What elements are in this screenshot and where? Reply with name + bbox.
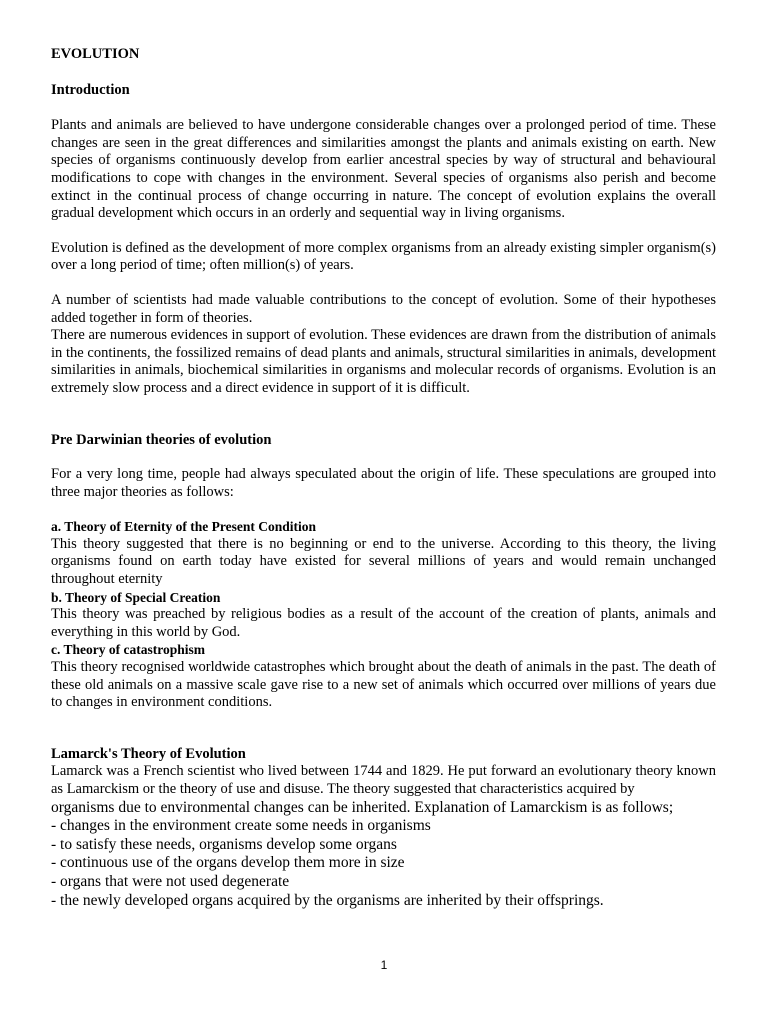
pre-darwinian-heading: Pre Darwinian theories of evolution xyxy=(51,431,272,448)
pre-darwinian-intro: For a very long time, people had always speculated about the origin of life. These speculations are grouped into three major theories as follows: xyxy=(51,466,716,500)
lamarck-heading: Lamarck's Theory of Evolution xyxy=(51,745,246,762)
intro-paragraph-4: There are numerous evidences in support of evolution. These evidences are drawn from the distribution of animals in the continents, the fossilized remains of dead plants and animals, structural similarities in animals, development similarities in animals, biochemical similarities in organisms and molecular records of organisms. Evolution is an extremely slow process and a direct evidence in support of it is difficult. xyxy=(51,327,716,396)
page-number: 1 xyxy=(380,958,388,972)
document-title: EVOLUTION xyxy=(51,46,140,62)
intro-paragraph-1: Plants and animals are believed to have undergone considerable changes over a prolonged period of time. These changes are seen in the great differences and similarities amongst the plants and animals existing on earth. New species of organisms continuously develop from earlier ancestral species by way of structural and behavioural modifications to cope with changes in the environment. Several species of organisms also perish and become extinct in the continual process of change occurring in nature. The concept of evolution explains the overall gradual development which occurs in an orderly and sequential way in living organisms. xyxy=(51,117,716,222)
list-item: - continuous use of the organs develop them more in size xyxy=(51,854,405,872)
lamarckism-points-list xyxy=(51,817,716,910)
list-item: - changes in the environment create some needs in organisms xyxy=(51,817,431,835)
document-page xyxy=(51,46,716,910)
intro-paragraph-2: Evolution is defined as the development of more complex organisms from an already existing simpler organism(s) over a long period of time; often million(s) of years. xyxy=(51,239,716,274)
lamarck-text-part-2: organisms due to environmental changes can be inherited. Explanation of Lamarckism is as follows; xyxy=(51,798,674,816)
list-item: - organs that were not used degenerate xyxy=(51,872,290,890)
theory-catastrophism-title: c. Theory of catastrophism xyxy=(51,642,205,658)
theory-special-creation-title: b. Theory of Special Creation xyxy=(51,589,221,605)
list-item: - the newly developed organs acquired by the organisms are inherited by their offsprings. xyxy=(51,891,604,909)
lamarck-text-part-1: Lamarck was a French scientist who lived between 1744 and 1829. He put forward an evolutionary theory known as Lamarckism or the theory of use and disuse. The theory suggested that characteristics acquired by xyxy=(51,763,716,797)
introduction-heading: Introduction xyxy=(51,81,130,98)
intro-paragraph-3: A number of scientists had made valuable contributions to the concept of evolution. Some of their hypotheses added together in form of theories. xyxy=(51,291,716,326)
theory-catastrophism-text: This theory recognised worldwide catastrophes which brought about the death of animals in the past. The death of these old animals on a massive scale gave rise to a new set of animals which occurred over millions of years due to changes in environment conditions. xyxy=(51,659,716,711)
theory-eternity-text: This theory suggested that there is no beginning or end to the universe. According to this theory, the living organisms found on earth today have existed for several millions of years and would remain unchanged throughout eternity xyxy=(51,535,716,588)
theory-eternity-title: a. Theory of Eternity of the Present Condition xyxy=(51,519,316,535)
list-item: - to satisfy these needs, organisms develop some organs xyxy=(51,835,397,853)
theory-special-creation-text: This theory was preached by religious bodies as a result of the account of the creation of plants, animals and everything in this world by God. xyxy=(51,606,716,640)
